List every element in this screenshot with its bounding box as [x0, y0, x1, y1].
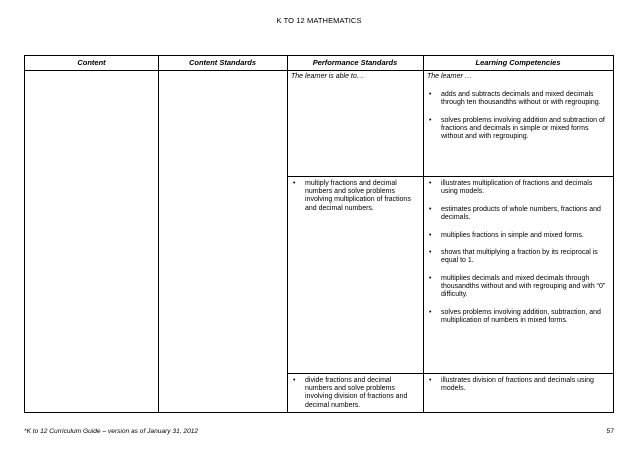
- curriculum-table: [24, 55, 614, 413]
- list-item: • multiplies decimals and mixed decimals through thousandths without and with regrouping and with “0” difficulty.: [427, 275, 611, 300]
- list-item: • multiply fractions and decimal numbers and solve problems involving multiplication of fractions and decimal numbers.: [291, 180, 419, 213]
- performance-list: [291, 377, 419, 419]
- list-item: • solves problems involving addition, subtraction, and multiplication of numbers in mixed forms.: [427, 309, 611, 325]
- performance-intro: The learner is able to…: [291, 73, 364, 80]
- list-item: • divide fractions and decimal numbers and solve problems involving division of fractions and decimal numbers.: [291, 377, 419, 410]
- competency-list: [427, 377, 611, 403]
- row-divider: [287, 373, 613, 374]
- list-item: • adds and subtracts decimals and mixed decimals through ten thousandths without or with regrouping.: [427, 91, 611, 107]
- header-divider: [25, 70, 613, 71]
- list-item: • multiplies fractions in simple and mixed forms.: [427, 232, 611, 240]
- column-header-learning-competencies: Learning Competencies: [475, 58, 561, 67]
- column-header-content: Content: [77, 58, 106, 67]
- competency-intro: The learner …: [427, 73, 472, 80]
- column-divider: [158, 56, 159, 412]
- column-divider: [287, 56, 288, 412]
- list-item: • estimates products of whole numbers, fractions and decimals.: [427, 206, 611, 222]
- row-divider: [287, 176, 613, 177]
- competency-list: [427, 180, 611, 335]
- footer-version-note: *K to 12 Curriculum Guide – version as of January 31, 2012: [24, 428, 199, 435]
- column-header-performance-standards: Performance Standards: [312, 58, 398, 67]
- list-item: • shows that multiplying a fraction by its reciprocal is equal to 1.: [427, 249, 611, 265]
- column-divider: [423, 56, 424, 412]
- performance-list: [291, 180, 419, 222]
- list-item: • illustrates division of fractions and decimals using models.: [427, 377, 611, 393]
- list-item: • solves problems involving addition and subtraction of fractions and decimals in simple or mixed forms without and with regrouping.: [427, 117, 611, 142]
- page-header-title: K TO 12 MATHEMATICS: [276, 16, 362, 25]
- column-header-content-standards: Content Standards: [188, 58, 257, 67]
- page-number: 57: [606, 428, 614, 435]
- competency-list: [427, 91, 611, 151]
- list-item: • illustrates multiplication of fractions and decimals using models.: [427, 180, 611, 196]
